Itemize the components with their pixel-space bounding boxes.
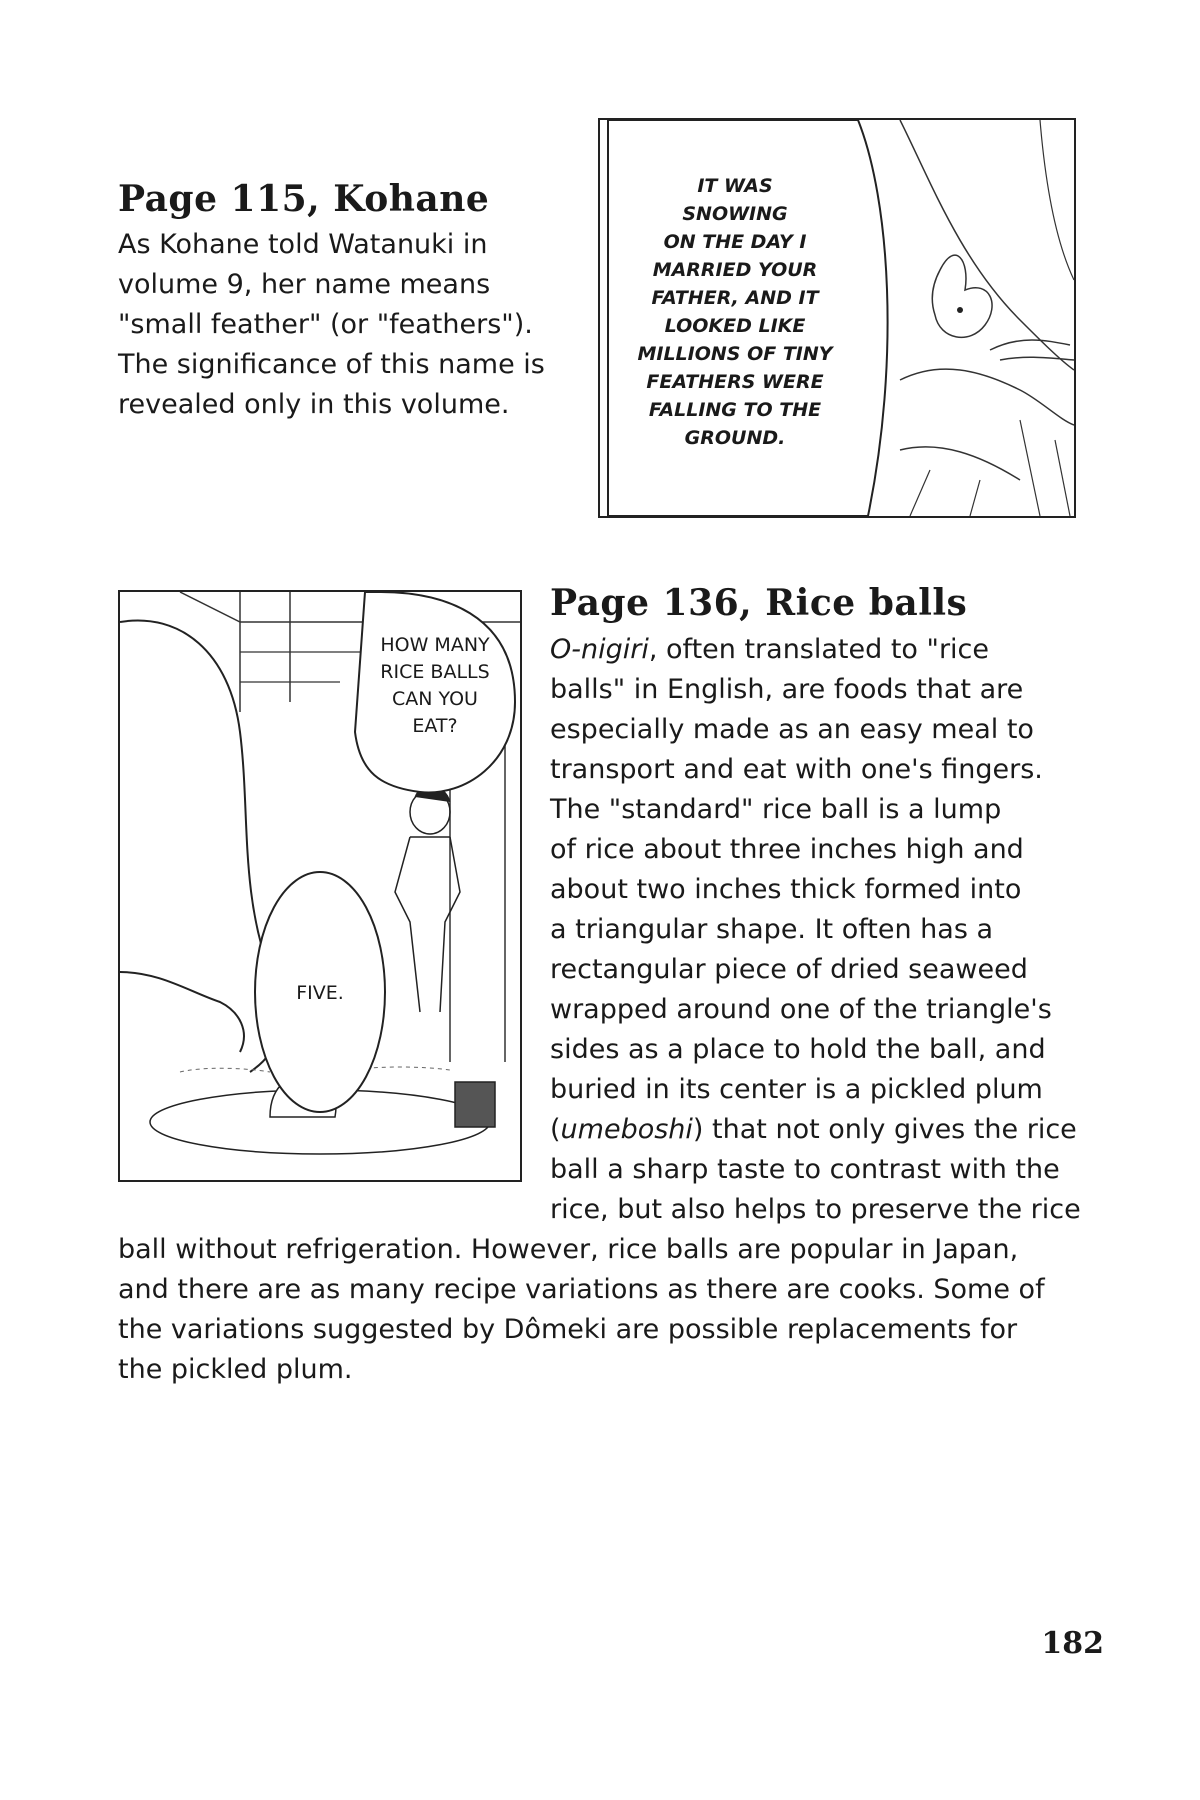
text-line: especially made as an easy meal to [550,714,1034,745]
text-line: wrapped around one of the triangle's [550,994,1052,1025]
text-line: revealed only in this volume. [118,389,510,420]
manga-panel-rice-balls [118,590,522,1182]
text-line: of rice about three inches high and [550,834,1024,865]
text-line: The significance of this name is [118,349,545,380]
text-line [550,1110,1081,1150]
text-line: ball a sharp taste to contrast with the [550,1154,1060,1185]
speech-line: FEATHERS WERE [646,371,824,393]
speech-line: IT WAS [697,175,773,197]
text-line: rice, but also helps to preserve the rice [550,1194,1081,1225]
text-line: the pickled plum. [118,1354,353,1385]
manga-panel-kohane [598,118,1076,518]
onigiri-term: O-nigiri [550,634,649,665]
rice-balls-paragraph-column [550,630,1081,1230]
rice-balls-paragraph-full [118,1230,1045,1390]
page-number: 182 [1041,1626,1104,1661]
section-heading-kohane: Page 115, Kohane [118,178,490,220]
section-heading-rice-balls: Page 136, Rice balls [550,582,968,624]
text-line: ball without refrigeration. However, rice balls are popular in Japan, [118,1234,1019,1265]
text-line: a triangular shape. It often has a [550,914,994,945]
speech-line: MILLIONS OF TINY [637,343,833,365]
speech-line: MARRIED YOUR [652,259,818,281]
text-fragment: ( [550,1114,561,1145]
text-line: balls" in English, are foods that are [550,674,1024,705]
text-line: buried in its center is a pickled plum [550,1074,1043,1105]
text-fragment: ) that not only gives the rice [692,1114,1077,1145]
speech-line: HOW MANY [380,634,490,656]
speech-line: CAN YOU [392,688,478,710]
text-line: The "standard" rice ball is a lump [550,794,1002,825]
speech-line: RICE BALLS [380,661,490,683]
text-line: rectangular piece of dried seaweed [550,954,1028,985]
text-line: volume 9, her name means [118,269,491,300]
umeboshi-term: umeboshi [560,1114,693,1145]
text-line: "small feather" (or "feathers"). [118,309,533,340]
speech-line: SNOWING [682,203,788,225]
kohane-paragraph [118,225,545,425]
text-line: about two inches thick formed into [550,874,1022,905]
speech-line: FALLING TO THE [648,399,822,421]
speech-line: GROUND. [684,427,786,449]
text-line: sides as a place to hold the ball, and [550,1034,1046,1065]
speech-bubble-five: FIVE. [296,982,344,1004]
text-line: and there are as many recipe variations as there are cooks. Some of [118,1274,1045,1305]
text-line: the variations suggested by Dômeki are possible replacements for [118,1314,1018,1345]
speech-line: ON THE DAY I [663,231,807,253]
text-line: As Kohane told Watanuki in [118,229,488,260]
speech-bubble-snowing [610,172,860,452]
speech-bubble-how-many [360,632,510,740]
speech-line: EAT? [412,715,458,737]
text-fragment: , often translated to "rice [648,634,990,665]
speech-line: FATHER, AND IT [651,287,819,309]
speech-line: LOOKED LIKE [664,315,806,337]
text-line: transport and eat with one's fingers. [550,754,1043,785]
text-line [550,630,1081,670]
